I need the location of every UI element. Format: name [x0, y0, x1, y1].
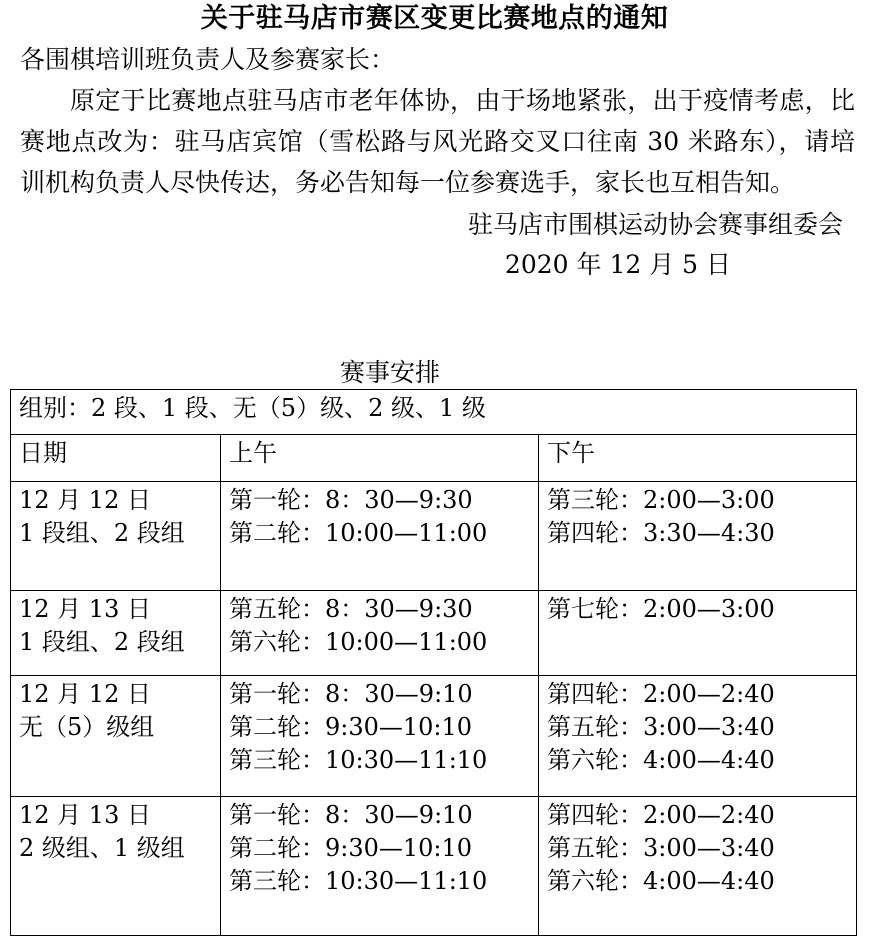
cell-text: 1 段组、2 段组	[19, 519, 185, 547]
cell-text: 第三轮：2:00—3:00	[547, 486, 775, 514]
cell-date	[11, 482, 221, 591]
group-cell: 组别：2 段、1 段、无（5）级、2 级、1 级	[11, 390, 857, 435]
cell-text: 12 月 13 日	[19, 595, 151, 623]
cell-text: 第一轮：8：30—9:10	[229, 801, 473, 829]
column-header-date: 日期	[11, 435, 221, 482]
page-title: 关于驻马店市赛区变更比赛地点的通知	[200, 3, 669, 34]
schedule-heading: 赛事安排	[339, 358, 440, 387]
signature-date: 2020 年 12 月 5 日	[504, 250, 731, 279]
cell-text: 第五轮：3:00—3:40	[547, 713, 775, 741]
cell-text: 第六轮：4:00—4:40	[547, 867, 775, 895]
schedule-table-wrapper	[10, 389, 856, 936]
cell-morning	[221, 797, 539, 936]
cell-text: 2 级组、1 级组	[19, 834, 185, 862]
table-row	[11, 482, 857, 591]
table-row-header	[11, 435, 857, 482]
cell-afternoon	[539, 482, 857, 591]
cell-text: 12 月 12 日	[19, 486, 151, 514]
cell-afternoon	[539, 676, 857, 797]
cell-text: 12 月 12 日	[19, 680, 151, 708]
column-header-afternoon: 下午	[539, 435, 857, 482]
table-row-group	[11, 390, 857, 435]
cell-text: 12 月 13 日	[19, 801, 151, 829]
salutation-line: 各围棋培训班负责人及参赛家长：	[20, 45, 396, 74]
cell-text: 第二轮：10:00—11:00	[229, 519, 488, 547]
cell-text: 无（5）级组	[19, 713, 155, 741]
cell-morning	[221, 591, 539, 676]
cell-text: 第四轮：2:00—2:40	[547, 801, 775, 829]
cell-morning	[221, 676, 539, 797]
cell-text: 第五轮：3:00—3:40	[547, 834, 775, 862]
table-row	[11, 591, 857, 676]
cell-date	[11, 676, 221, 797]
cell-text: 1 段组、2 段组	[19, 628, 185, 656]
cell-text: 第六轮：4:00—4:40	[547, 746, 775, 774]
signature-organization: 驻马店市围棋运动协会赛事组委会	[467, 210, 843, 239]
cell-text: 第一轮：8：30—9:10	[229, 680, 473, 708]
notice-body	[0, 39, 869, 203]
table-row	[11, 676, 857, 797]
schedule-table	[10, 389, 857, 936]
cell-text: 第三轮：10:30—11:10	[229, 867, 488, 895]
cell-text: 第四轮：3:30—4:30	[547, 519, 775, 547]
column-header-morning: 上午	[221, 435, 539, 482]
cell-text: 第四轮：2:00—2:40	[547, 680, 775, 708]
cell-text: 第一轮：8：30—9:30	[229, 486, 473, 514]
cell-text: 第三轮：10:30—11:10	[229, 746, 488, 774]
cell-text: 第二轮：9:30—10:10	[229, 834, 473, 862]
cell-text: 第六轮：10:00—11:00	[229, 628, 488, 656]
notice-paragraph: 原定于比赛地点驻马店市老年体协，由于场地紧张，出于疫情考虑，比赛地点改为：驻马店宾馆（雪松路与风光路交叉口往南 30 米路东），请培训机构负责人尽快传达，务必告知每一位参赛选手，家长也互相告知。	[20, 86, 855, 197]
signature-block	[0, 205, 869, 285]
cell-text: 第七轮：2:00—3:00	[547, 595, 775, 623]
cell-afternoon	[539, 591, 857, 676]
cell-afternoon	[539, 797, 857, 936]
cell-text: 第二轮：9:30—10:10	[229, 713, 473, 741]
cell-morning	[221, 482, 539, 591]
table-row	[11, 797, 857, 936]
cell-text: 第五轮：8：30—9:30	[229, 595, 473, 623]
schedule-table-body	[11, 390, 857, 936]
cell-date	[11, 591, 221, 676]
cell-date	[11, 797, 221, 936]
